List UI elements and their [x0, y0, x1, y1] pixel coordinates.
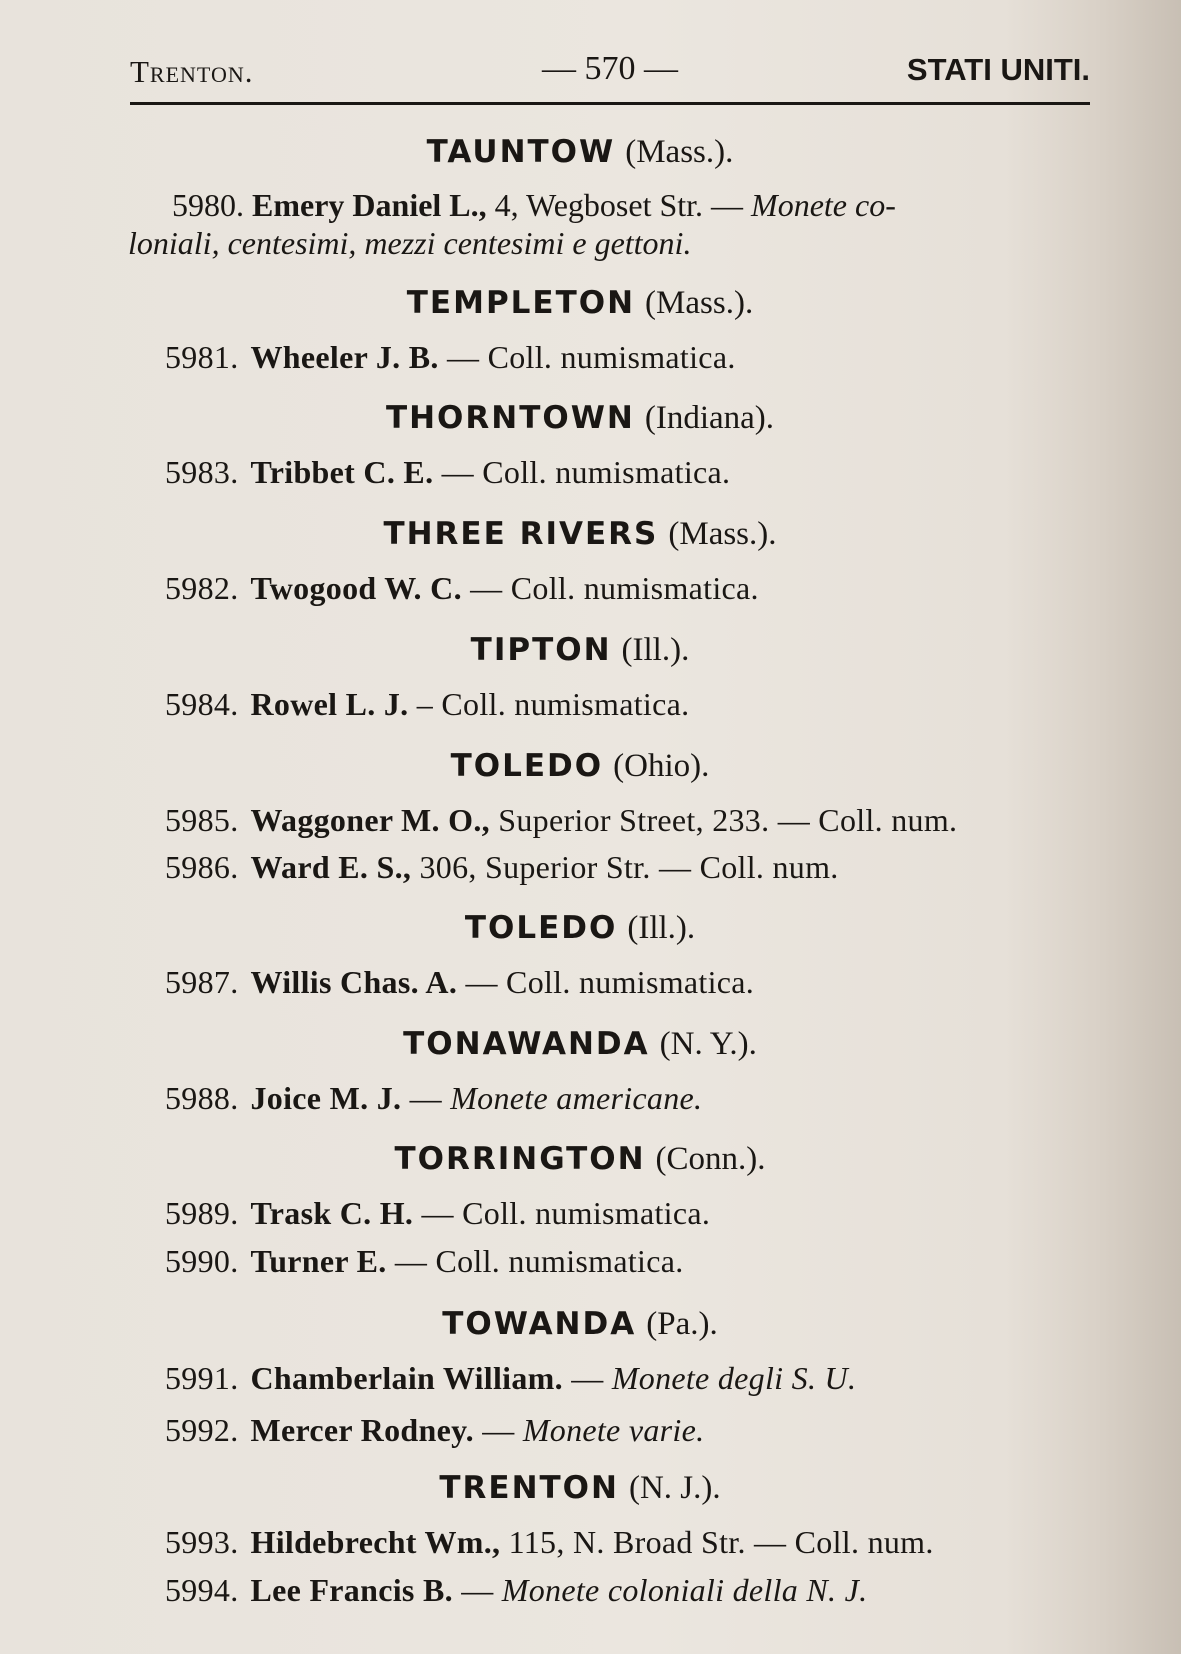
city-heading [130, 1306, 1030, 1343]
entry-number: 5986. [165, 849, 239, 885]
entry [165, 454, 1095, 491]
city-heading [130, 516, 1030, 553]
city-state: (Ill.). [621, 632, 690, 668]
city-heading [130, 632, 1030, 669]
city-name: THORNTOWN [385, 400, 635, 436]
entry [165, 849, 1095, 886]
city-heading [130, 910, 1030, 947]
entry-name: Rowel L. J. [250, 686, 409, 722]
entry [165, 802, 1095, 839]
city-state: (Pa.). [646, 1306, 718, 1342]
city-name: TOLEDO [464, 910, 618, 946]
entry [165, 1080, 1095, 1117]
entry-description: Coll. num. [818, 802, 958, 838]
entry-number: 5993. [165, 1524, 239, 1560]
entry-name: Emery Daniel L., [252, 187, 487, 223]
entry-name: Trask C. H. [250, 1195, 414, 1231]
city-state: (N. J.). [628, 1470, 721, 1506]
entry [172, 187, 1092, 224]
entry-description: Coll. numismatica. [435, 1243, 684, 1279]
city-name: THREE RIVERS [383, 516, 659, 552]
entry-number: 5985. [165, 802, 239, 838]
city-name: TAUNTOW [426, 134, 616, 170]
entry-address: 4, Wegboset Str. — [486, 187, 744, 223]
entry [165, 1524, 1095, 1561]
entry-number: 5991. [165, 1360, 239, 1396]
city-state: (Mass.). [668, 516, 777, 552]
page-number: — 570 — [542, 50, 678, 87]
entry [165, 1572, 1095, 1609]
city-heading [130, 748, 1030, 785]
entry-separator: — [386, 1243, 436, 1279]
entry-name: Lee Francis B. [250, 1572, 453, 1608]
city-state: (N. Y.). [659, 1026, 757, 1062]
entry-description: Monete degli S. U. [611, 1360, 857, 1396]
entry-separator: — [461, 570, 511, 606]
header-country: STATI UNITI. [906, 52, 1090, 87]
entry-description: Coll. num. [794, 1524, 934, 1560]
city-name: TOLEDO [450, 748, 604, 784]
entry-name: Waggoner M. O., [250, 802, 490, 838]
entry-name: Chamberlain William. [250, 1360, 563, 1396]
entry-number: 5988. [165, 1080, 239, 1116]
entry-name: Tribbet C. E. [250, 454, 434, 490]
entry-description: Coll. numismatica. [510, 570, 759, 606]
entry [165, 686, 1095, 723]
entry-name: Mercer Rodney. [250, 1412, 474, 1448]
entry-number: 5990. [165, 1243, 239, 1279]
entry-separator: — [452, 1572, 502, 1608]
entry-number: 5994. [165, 1572, 239, 1608]
city-heading [130, 285, 1030, 322]
entry-number: 5981. [165, 339, 239, 375]
entry-name: Willis Chas. A. [250, 964, 458, 1000]
entry-number: 5992. [165, 1412, 239, 1448]
entry-number: 5987. [165, 964, 239, 1000]
entry-separator: – [408, 686, 442, 722]
entry-description: Coll. numismatica. [441, 686, 690, 722]
entry-description: Monete co- [743, 187, 896, 223]
city-name: TIPTON [470, 632, 612, 668]
entry-address: Superior Street, 233. — [489, 802, 819, 838]
entry-description: Coll. numismatica. [462, 1195, 711, 1231]
entry-address: 115, N. Broad Str. — [500, 1524, 795, 1560]
entry [165, 1195, 1095, 1232]
entry-separator: — [562, 1360, 612, 1396]
entry-name: Wheeler J. B. [250, 339, 439, 375]
entry-description: Coll. numismatica. [487, 339, 736, 375]
city-heading [130, 134, 1030, 171]
entry-number: 5989. [165, 1195, 239, 1231]
city-heading [130, 1141, 1030, 1178]
entry-separator: — [413, 1195, 463, 1231]
entry-separator: — [457, 964, 507, 1000]
entry-description: Monete coloniali della N. J. [501, 1572, 868, 1608]
header-rule [130, 102, 1090, 105]
city-state: (Ill.). [627, 910, 696, 946]
entry-number: 5984. [165, 686, 239, 722]
city-state: (Mass.). [625, 134, 734, 170]
entry-number: 5980. [172, 187, 244, 223]
entry-description: Coll. num. [699, 849, 839, 885]
entry-name: Hildebrecht Wm., [250, 1524, 501, 1560]
entry-name: Turner E. [250, 1243, 387, 1279]
entry-name: Ward E. S., [250, 849, 412, 885]
entry-separator: — [401, 1080, 451, 1116]
city-state: (Conn.). [655, 1141, 766, 1177]
entry-description: Coll. numismatica. [506, 964, 755, 1000]
city-state: (Ohio). [613, 748, 710, 784]
header-city: Trenton. [130, 54, 254, 89]
entry-description: Coll. numismatica. [482, 454, 731, 490]
city-heading [130, 400, 1030, 437]
entry [165, 1360, 1095, 1397]
city-name: TOWANDA [442, 1306, 637, 1342]
city-name: TRENTON [439, 1470, 619, 1506]
entry-name: Joice M. J. [250, 1080, 402, 1116]
running-header [130, 50, 1090, 98]
city-heading [130, 1026, 1030, 1063]
city-name: TONAWANDA [403, 1026, 650, 1062]
entry-separator: — [473, 1412, 523, 1448]
entry-address: 306, Superior Str. — [411, 849, 700, 885]
city-state: (Indiana). [644, 400, 775, 436]
city-heading [130, 1470, 1030, 1507]
entry-description: Monete varie. [522, 1412, 705, 1448]
entry-name: Twogood W. C. [250, 570, 462, 606]
city-name: TORRINGTON [394, 1141, 646, 1177]
city-state: (Mass.). [645, 285, 754, 321]
entry [165, 1243, 1095, 1280]
entry-number: 5983. [165, 454, 239, 490]
city-name: TEMPLETON [406, 285, 636, 321]
entry-number: 5982. [165, 570, 239, 606]
entry [165, 1412, 1095, 1449]
entry-separator: — [433, 454, 483, 490]
entry [165, 339, 1095, 376]
entry [165, 570, 1095, 607]
entry [165, 964, 1095, 1001]
entry-continuation: loniali, centesimi, mezzi centesimi e gettoni. [128, 225, 692, 261]
entry-separator: — [438, 339, 488, 375]
entry-description: Monete americane. [450, 1080, 703, 1116]
